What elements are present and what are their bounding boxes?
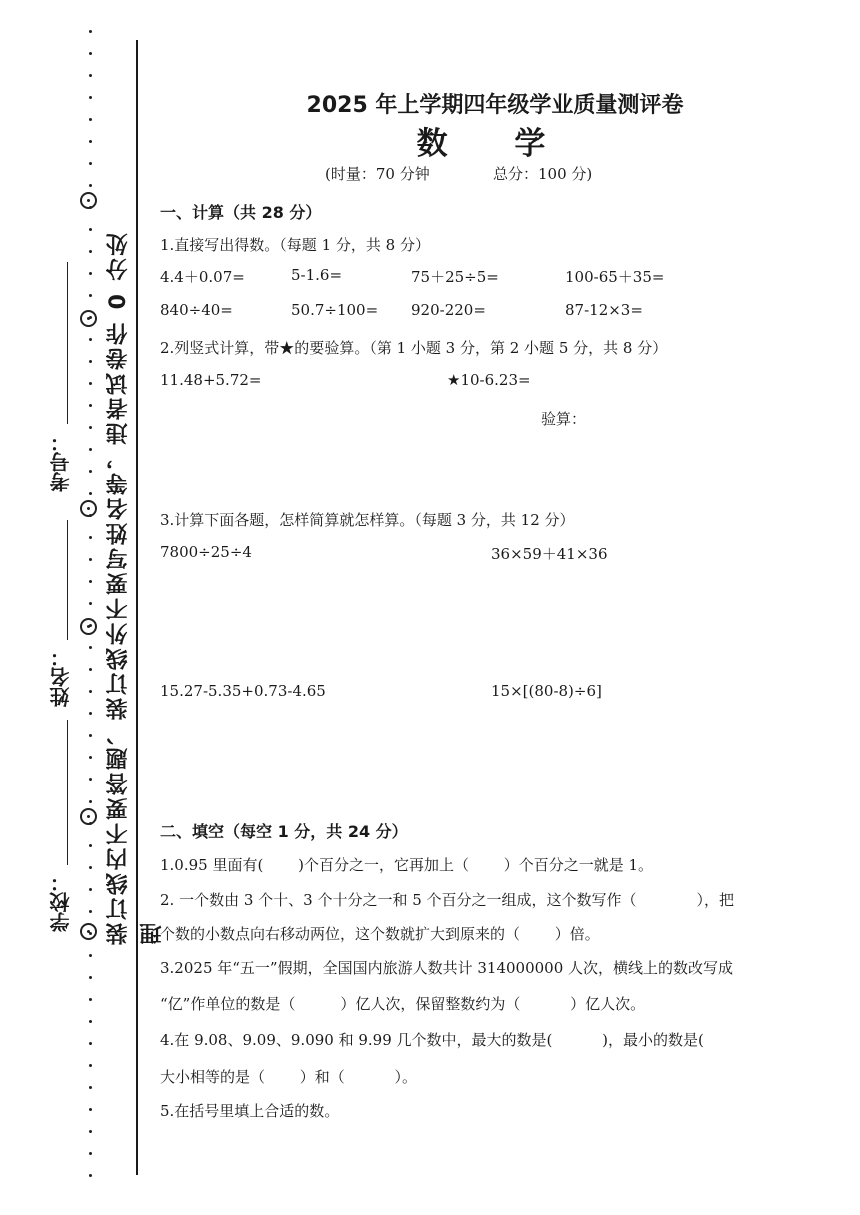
q3-item: 7800÷25÷4 <box>160 543 252 561</box>
q3-item: 15.27-5.35+0.73-4.65 <box>160 682 326 700</box>
binding-warning: 装订线内不要答题、装订线外不要写姓名等，违者试卷作 0 分处理 <box>106 230 165 945</box>
q2-item: ★10-6.23= <box>447 371 531 389</box>
q1-item: 50.7÷100= <box>291 301 379 319</box>
exam-no-label: 考号： <box>49 432 73 492</box>
q1-item: 87-12×3= <box>565 301 643 319</box>
exam-time: (时量：70 分钟 <box>325 165 430 183</box>
q3-label: 3.计算下面各题，怎样简算就怎样算。（每题 3 分，共 12 分） <box>160 511 575 529</box>
fill-line: 1.0.95 里面有( )个百分之一，它再加上（ ）个百分之一就是 1。 <box>160 856 654 874</box>
q3-item: 15×[(80-8)÷6] <box>491 682 602 700</box>
exam-total: 总分：100 分) <box>493 165 593 183</box>
name-label: 姓名： <box>49 647 73 707</box>
q1-item: 5-1.6= <box>291 266 343 284</box>
section2-heading: 二、填空（每空 1 分，共 24 分） <box>160 822 408 841</box>
q2-item: 11.48+5.72= <box>160 371 262 389</box>
q1-item: 920-220= <box>411 301 486 319</box>
fill-line: 4.在 9.08、9.09、9.090 和 9.99 几个数中，最大的数是( )，最小的数是( <box>160 1031 704 1049</box>
q3-item: 36×59＋41×36 <box>491 545 608 563</box>
q2-check-label: 验算： <box>541 410 587 428</box>
q2-label: 2.列竖式计算，带★的要验算。（第 1 小题 3 分，第 2 小题 5 分，共 8 分） <box>160 339 668 357</box>
fill-line: 5.在括号里填上合适的数。 <box>160 1102 340 1120</box>
school-label: 学校： <box>49 872 73 932</box>
q1-item: 4.4＋0.07= <box>160 268 245 286</box>
fill-line: 个数的小数点向右移动两位，这个数就扩大到原来的（ ）倍。 <box>160 925 600 943</box>
q1-item: 100-65＋35= <box>565 268 665 286</box>
q1-label: 1.直接写出得数。（每题 1 分，共 8 分） <box>160 236 430 254</box>
fill-line: “亿”作单位的数是（ ）亿人次，保留整数约为（ ）亿人次。 <box>160 995 646 1013</box>
fill-line: 3.2025 年“五一”假期，全国国内旅游人数共计 314000000 人次，横线上的数改写成 <box>160 959 734 977</box>
section1-heading: 一、计算（共 28 分） <box>160 203 322 222</box>
page-title: 2025 年上学期四年级学业质量测评卷 <box>306 93 684 118</box>
q1-item: 75＋25÷5= <box>411 268 499 286</box>
subject-title: 数 学 <box>416 126 574 162</box>
fill-line: 大小相等的是（ ）和（ ）。 <box>160 1068 418 1086</box>
fill-line: 2. 一个数由 3 个十、3 个十分之一和 5 个百分之一组成，这个数写作（ ），把 <box>160 891 735 909</box>
q1-item: 840÷40= <box>160 301 233 319</box>
